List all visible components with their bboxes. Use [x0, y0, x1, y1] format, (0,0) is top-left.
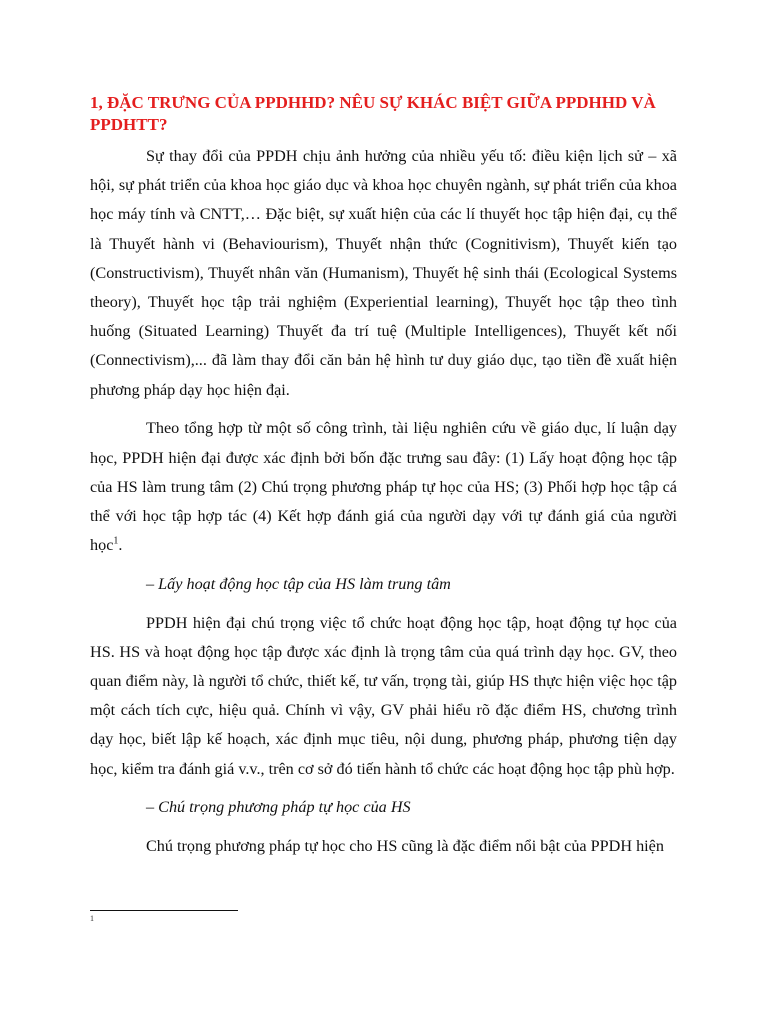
paragraph-learning-theories: Sự thay đổi của PPDH chịu ảnh hưởng của nhiều yếu tố: điều kiện lịch sử – xã hội, sự phát triển của khoa học giáo dục và khoa học chuyên ngành, sự phát triển của khoa học máy tính và CNTT,… Đặc biệt, sự xuất hiện của các lí thuyết học tập hiện đại, cụ thể là Thuyết hành vi (Behaviourism), Thuyết nhận thức (Cognitivism), Thuyết kiến tạo (Constructivism), Thuyết nhân văn (Humanism), Thuyết hệ sinh thái (Ecological Systems theory), Thuyết học tập trải nghiệm (Experiential learning), Thuyết học tập theo tình huống (Situated Learning) Thuyết đa trí tuệ (Multiple Intelligences), Thuyết kết nối (Connectivism),... đã làm thay đổi căn bản hệ hình tư duy giáo dục, tạo tiền đề xuất hiện phương pháp dạy học hiện đại.	[90, 147, 677, 399]
paragraph-student-centered: PPDH hiện đại chú trọng việc tổ chức hoạt động học tập, hoạt động tự học của HS. HS và hoạt động học tập được xác định là trọng tâm của quá trình dạy học. GV, theo quan điểm này, là người tổ chức, thiết kế, tư vấn, trọng tài, giúp HS thực hiện việc học tập một cách tích cực, hiệu quả. Chính vì vậy, GV phải hiểu rõ đặc điểm HS, chương trình dạy học, biết lập kế hoạch, xác định mục tiêu, nội dung, phương pháp, phương tiện dạy học, kiểm tra đánh giá v.v., trên cơ sở đó tiến hành tổ chức các hoạt động học tập phù hợp.	[90, 613, 677, 778]
footnote-number: 1	[90, 914, 94, 923]
subheading-self-study: – Chú trọng phương pháp tự học của HS	[146, 798, 411, 817]
document-body	[90, 142, 677, 861]
section-heading: 1, ĐẶC TRƯNG CỦA PPDHHD? NÊU SỰ KHÁC BIỆT GIỮA PPDHHD VÀ PPDHTT?	[90, 93, 656, 134]
footnote-reference[interactable]: 1	[113, 535, 119, 547]
paragraph-text: Theo tổng hợp từ một số công trình, tài liệu nghiên cứu về giáo dục, lí luận dạy học, PPDH hiện đại được xác định bởi bốn đặc trưng sau đây: (1) Lấy hoạt động học tập của HS làm trung tâm (2) Chú trọng phương pháp tự học của HS; (3) Phối hợp học tập cá thể với học tập hợp tác (4) Kết hợp đánh giá của người dạy với tự đánh giá của người học	[90, 419, 677, 555]
subheading-student-centered: – Lấy hoạt động học tập của HS làm trung tâm	[146, 574, 451, 593]
paragraph-four-characteristics	[90, 414, 677, 560]
paragraph-self-study: Chú trọng phương pháp tự học cho HS cũng là đặc điểm nổi bật của PPDH hiện	[146, 836, 664, 855]
paragraph-period: .	[118, 536, 123, 555]
footnote-separator	[90, 910, 238, 911]
